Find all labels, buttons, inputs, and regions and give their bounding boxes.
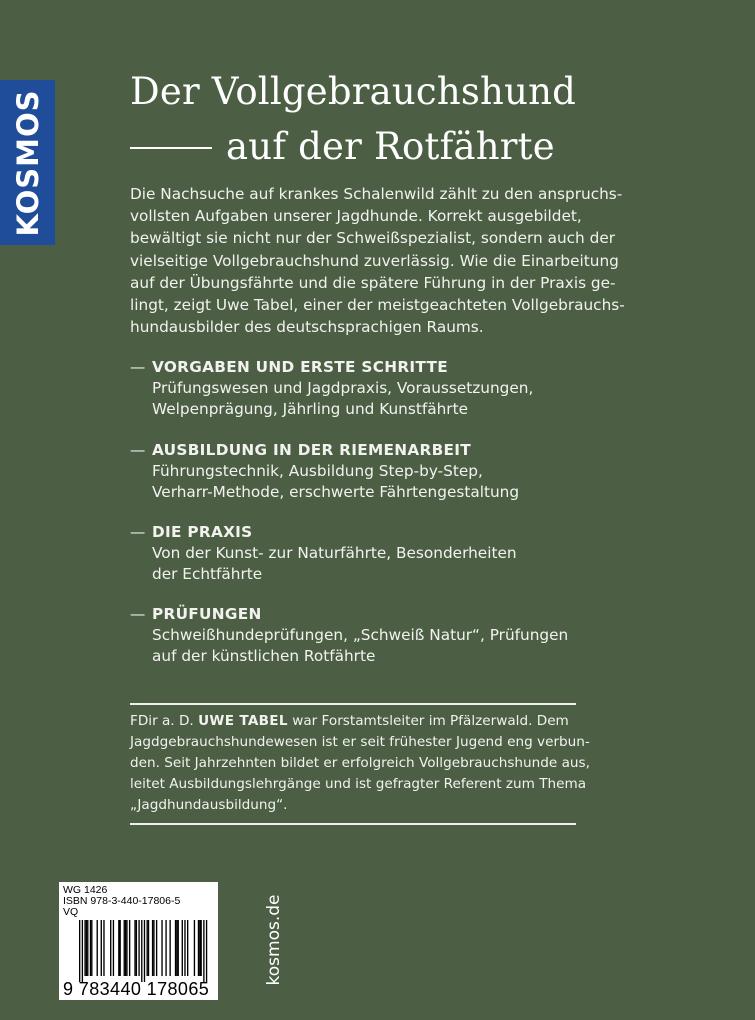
bio-line: Jagdgebrauchshundewesen ist er seit frühester Jugend eng verbun- [130,734,590,750]
bio-line: „Jagdhundausbildung“. [130,797,288,813]
barcode-bar [178,920,179,976]
publisher-logo [0,80,55,245]
divider-top [130,703,576,705]
barcode-bar [91,920,92,976]
section-riemenarbeit [130,440,650,503]
barcode-bar [101,920,102,976]
barcode-bar [144,920,145,982]
divider-bottom [130,823,576,825]
barcode-bar [141,920,142,982]
section-heading: AUSBILDUNG IN DER RIEMENARBEIT [152,441,472,459]
barcode-bar [161,920,162,976]
barcode-isbn: ISBN 978-3-440-17806-5 [63,895,181,907]
section-dash: — [130,441,146,459]
bio-first-line [130,711,590,732]
intro-line: bewältigt sie nicht nur der Schweißspezialist, sondern auch der [130,229,616,248]
bio-line: den. Seit Jahrzehnten bildet er erfolgreich Vollgebrauchshunde aus, [130,755,590,771]
title-line-1: Der Vollgebrauchshund [130,70,577,113]
section-heading: DIE PRAXIS [152,523,253,541]
barcode-bar [82,920,83,982]
section-text: Schweißhundeprüfungen, „Schweiß Natur“, Prüfungen [152,626,569,644]
section-pruefungen [130,604,650,667]
section-text: Verharr-Methode, erschwerte Fährtengestaltung [152,483,520,501]
barcode-bar [126,920,127,976]
section-text: Von der Kunst- zur Naturfährte, Besonderheiten [152,544,517,562]
barcode-bar [175,920,176,976]
barcode-bar [153,920,154,976]
barcode-bar [182,920,183,976]
barcode-bar [90,920,91,976]
barcode-bar [113,920,114,976]
barcode-bar [138,920,139,976]
section-text: Welpenprägung, Jährling und Kunstfährte [152,400,468,418]
section-text: auf der künstlichen Rotfährte [152,647,376,665]
intro-line: vielseitige Vollgebrauchshund zuverlässig. Wie die Einarbeitung [130,251,619,270]
section-dash: — [130,523,146,541]
author-bio [130,711,590,816]
publisher-website[interactable]: kosmos.de [264,894,284,986]
barcode-bar [103,920,104,976]
section-text: der Echtfährte [152,565,263,583]
barcode-bar [87,920,88,976]
barcode-bar [156,920,157,976]
barcode-bar [152,920,153,976]
barcode-bar [110,920,111,976]
barcode-bar [136,920,137,976]
intro-line: auf der Übungsfährte und die spätere Führung in der Praxis ge- [130,273,616,292]
barcode-bar [198,920,199,976]
barcode-bar [134,920,135,976]
barcode-bar [124,920,125,976]
bio-line: leitet Ausbildungslehrgänge und ist gefragter Referent zum Thema [130,776,587,792]
barcode-bar [86,920,87,976]
section-heading: PRÜFUNGEN [152,605,262,623]
barcode-bar [84,920,85,976]
barcode-bar [187,920,188,976]
barcode-bar [120,920,121,976]
barcode-bar [206,920,207,982]
barcode-bar [165,920,166,976]
intro-line: lingt, zeigt Uwe Tabel, einer der meistgeachteten Vollgebrauchs- [130,296,625,315]
barcode-bar [176,920,177,976]
intro-line: Die Nachsuche auf krankes Schalenwild zählt zu den anspruchs- [130,185,623,203]
section-heading: VORGABEN UND ERSTE SCHRITTE [152,358,448,376]
section-text: Prüfungswesen und Jagdpraxis, Voraussetzungen, [152,379,534,397]
barcode-bar [147,920,148,976]
intro-line: hundausbilder des deutschsprachigen Raums. [130,318,484,337]
barcode-wg: WG 1426 [63,884,108,896]
barcode-bar [184,920,185,976]
barcode-bar [118,920,119,976]
title-line-2-text: auf der Rotfährte [226,125,555,168]
author-name: UWE TABEL [198,713,288,729]
title-line-2 [130,125,555,168]
barcode-bar [199,920,200,976]
bio-prefix: FDir a. D. [130,713,194,729]
barcode-bar [97,920,98,976]
barcode-bar [148,920,149,976]
section-dash: — [130,605,146,623]
barcode-bar [169,920,170,976]
barcode-label [59,882,218,1000]
barcode-bar [129,920,130,976]
section-vorgaben [130,357,650,420]
publisher-logo-text: KOSMOS [10,88,45,237]
barcode-bar [201,920,202,976]
section-text: Führungstechnik, Ausbildung Step-by-Step, [152,462,483,480]
barcode-number: 9 783440 178065 [63,979,210,999]
barcode-bar [194,920,195,976]
barcode-bar [79,920,80,982]
barcode-bar [203,920,204,982]
section-dash: — [130,358,146,376]
bio-line-rest: war Forstamtsleiter im Pfälzerwald. Dem [292,713,569,729]
intro-paragraph [130,183,625,338]
barcode-bar [125,920,126,976]
intro-line: vollsten Aufgaben unserer Jagdhunde. Korrekt ausgebildet, [130,207,582,226]
barcode-code: VQ [63,906,79,918]
title-rule [130,147,212,149]
section-praxis [130,522,650,585]
